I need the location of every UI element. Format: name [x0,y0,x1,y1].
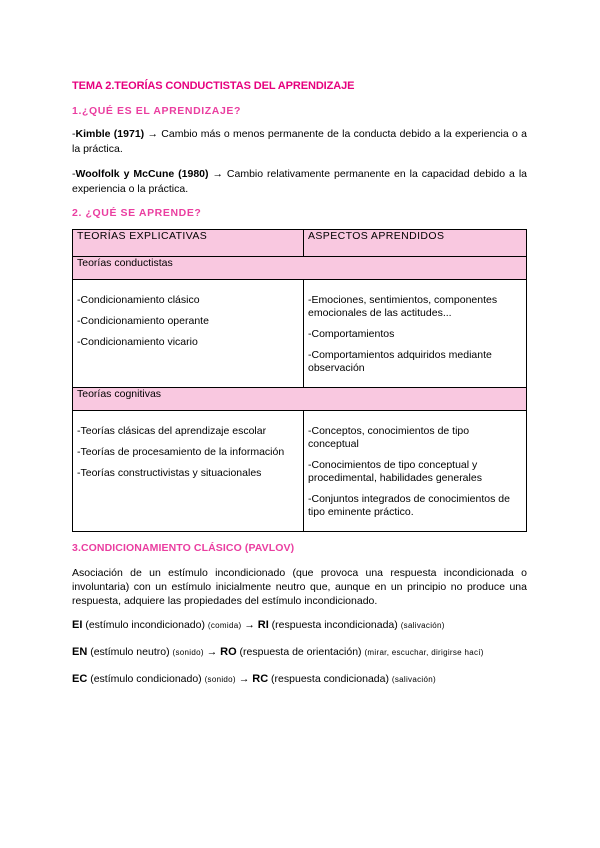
conditioning-line-en [72,645,527,660]
list-item: -Condicionamiento clásico [77,294,200,306]
term-note: (sonido) [204,675,236,684]
conditioning-line-ei [72,618,527,633]
group-label-cognitive: Teorías cognitivas [73,388,527,411]
term-note: (comida) [207,621,242,630]
term-note: (salivación) [400,621,445,630]
arrow: → [235,673,253,685]
term-abbrev: RC [252,673,269,685]
behaviorist-aspects-cell [304,280,527,388]
definition-text: Cambio relativamente permanente en la capacidad debido a la experiencia o la práctica. [72,168,527,195]
term-desc: (respuesta condicionada) [268,673,392,685]
term-abbrev: EN [72,646,88,658]
term-abbrev: RO [220,646,237,658]
term-abbrev: EC [72,673,88,685]
term-note: (sonido) [172,648,204,657]
section-2-heading: 2. ¿QUÉ SE APRENDE? [72,207,202,219]
document-title: TEMA 2.TEORÍAS CONDUCTISTAS DEL APRENDIZAJE [72,80,355,92]
table-group-row [73,257,527,280]
arrow: → [144,128,162,140]
term-desc: (respuesta de orientación) [236,646,365,658]
table-header-aspects: ASPECTOS APRENDIDOS [304,230,527,257]
conditioning-line-ec [72,672,527,687]
list-item: -Condicionamiento vicario [77,336,198,348]
cognitive-theories-cell [73,411,304,532]
definition-prefix: - [72,128,76,140]
section-3-heading: 3.CONDICIONAMIENTO CLÁSICO (PAVLOV) [72,542,295,554]
table-row [73,280,527,388]
list-item: -Teorías constructivistas y situacionales [77,467,262,479]
list-item: -Emociones, sentimientos, componentes emocionales de las actitudes... [308,294,498,319]
arrow: → [203,646,221,658]
list-item: -Condicionamiento operante [77,315,209,327]
definition-author: Kimble (1971) [75,128,145,140]
table-row [73,411,527,532]
definition-text: Cambio más o menos permanente de la conducta debido a la experiencia o a la práctica. [72,128,527,155]
definition-author: Woolfolk y McCune (1980) [75,168,209,180]
list-item: -Comportamientos adquiridos mediante observación [308,349,492,374]
term-note: (salivación) [391,675,436,684]
table-group-row [73,388,527,411]
list-item: -Conocimientos de tipo conceptual y procedimental, habilidades generales [308,459,482,484]
definition-kimble [72,127,527,157]
list-item: -Teorías clásicas del aprendizaje escolar [77,425,267,437]
table-header-row [73,230,527,257]
list-item: -Conceptos, conocimientos de tipo conceptual [308,425,470,450]
behaviorist-theories-cell [73,280,304,388]
list-item: -Teorías de procesamiento de la información [77,446,285,458]
cognitive-aspects-cell [304,411,527,532]
term-abbrev: EI [72,619,83,631]
arrow: → [241,619,258,631]
document-page [72,80,527,699]
list-item: -Conjuntos integrados de conocimientos de tipo eminente práctico. [308,493,510,518]
arrow: → [208,168,227,180]
term-desc: (estímulo neutro) [87,646,173,658]
classical-conditioning-paragraph: Asociación de un estímulo incondicionado (que provoca una respuesta incondicionada o involuntaria) con un estímulo inicialmente neutro que, aunque en un principio no produce una respuesta, adquiere las propiedades del estímulo incondicionado. [72,567,527,607]
list-item: -Comportamientos [308,328,395,340]
term-desc: (respuesta incondicionada) [268,619,401,631]
term-desc: (estímulo incondicionado) [82,619,208,631]
section-1-heading: 1.¿QUÉ ES EL APRENDIZAJE? [72,105,242,117]
definition-woolfolk [72,167,527,197]
definition-prefix: - [72,168,76,180]
learning-theories-table [72,229,527,532]
term-desc: (estímulo condicionado) [87,673,205,685]
term-note: (mirar, escuchar, dirigirse hací) [364,648,484,657]
term-abbrev: RI [257,619,269,631]
table-header-theories: TEORÍAS EXPLICATIVAS [73,230,304,257]
group-label-behaviorist: Teorías conductistas [73,257,527,280]
